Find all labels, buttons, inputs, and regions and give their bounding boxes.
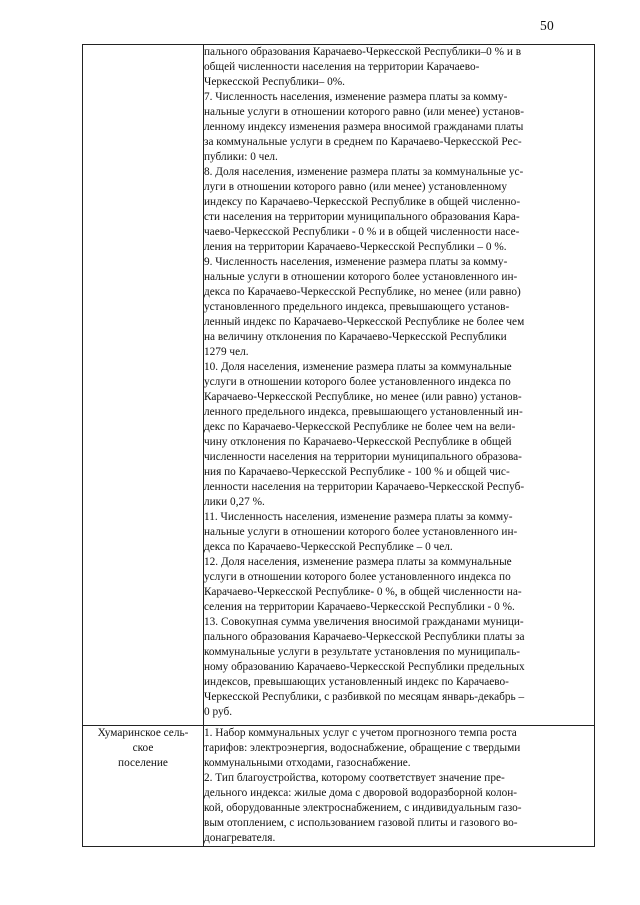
- indicators-cell: [204, 45, 595, 726]
- document-table: [82, 44, 595, 847]
- text-line: ленного предельного индекса, превышающего установленный ин-: [204, 406, 523, 418]
- indicators-cell: [204, 726, 595, 847]
- text-line: 8. Доля населения, изменение размера платы за коммунальные ус-: [204, 166, 524, 178]
- text-line: численности населения на территории муниципального образова-: [204, 451, 522, 463]
- text-line: 13. Совокупная сумма увеличения вносимой гражданами муници-: [204, 616, 524, 628]
- text-line: Черкесской Республики, с разбивкой по месяцам январь-декабрь –: [204, 691, 525, 703]
- text-line: декса по Карачаево-Черкесской Республике, но менее (или равно): [204, 286, 521, 298]
- text-line: Карачаево-Черкесской Республике, но менее (или равно) установ-: [204, 391, 522, 403]
- text-line: селения на территории Карачаево-Черкесской Республики - 0 %.: [204, 601, 515, 613]
- text-line: на величину отклонения по Карачаево-Черкесской Республики: [204, 331, 507, 343]
- text-line: 2. Тип благоустройства, которому соответствует значение пре-: [204, 772, 505, 784]
- text-line: сти населения на территории муниципального образования Кара-: [204, 211, 520, 223]
- text-line: нальные услуги в отношении которого равно (или менее) установ-: [204, 106, 525, 118]
- text-line: ленности населения на территории Карачаево-Черкесской Респуб-: [204, 481, 525, 493]
- text-line: услуги в отношении которого более установленного индекса по: [204, 571, 511, 583]
- table-row: [83, 726, 595, 847]
- text-line: установленного предельного индекса, превышающего установ-: [204, 301, 510, 313]
- text-line: Карачаево-Черкесской Республике- 0 %, в общей численности на-: [204, 586, 522, 598]
- text-line: чаево-Черкесской Республики - 0 % и в общей численности насе-: [204, 226, 520, 238]
- text-line: за коммунальные услуги в среднем по Карачаево-Черкесской Рес-: [204, 136, 522, 148]
- text-line: 7. Численность населения, изменение размера платы за комму-: [204, 91, 508, 103]
- text-line: 0 руб.: [204, 706, 233, 718]
- table-row: [83, 45, 595, 726]
- text-line: ления на территории Карачаево-Черкесской Республики – 0 %.: [204, 241, 507, 253]
- settlement-name-line: Хумаринское сель-: [97, 727, 189, 739]
- text-line: вым отоплением, с использованием газовой плиты и газового во-: [204, 817, 518, 829]
- text-line: луги в отношении которого равно (или менее) установленному: [204, 181, 507, 193]
- text-line: 10. Доля населения, изменение размера платы за коммунальные: [204, 361, 512, 373]
- text-line: нальные услуги в отношении которого более установленного ин-: [204, 271, 518, 283]
- text-line: лики 0,27 %.: [204, 496, 265, 508]
- settlement-cell: [83, 45, 204, 726]
- text-line: чину отклонения по Карачаево-Черкесской Республике в общей: [204, 436, 512, 448]
- settlement-cell: [83, 726, 204, 847]
- text-line: 9. Численность населения, изменение размера платы за комму-: [204, 256, 508, 268]
- text-line: ния по Карачаево-Черкесской Республике - 100 % и общей чис-: [204, 466, 510, 478]
- text-line: 1. Набор коммунальных услуг с учетом прогнозного темпа роста: [204, 727, 517, 739]
- text-line: индексу по Карачаево-Черкесской Республике в общей численно-: [204, 196, 521, 208]
- text-line: индексов, превышающих установленный индекс по Карачаево-: [204, 676, 509, 688]
- text-line: тарифов: электроэнергия, водоснабжение, обращение с твердыми: [204, 742, 521, 754]
- settlement-name-line: ское: [132, 742, 154, 754]
- text-line: Черкесской Республики– 0%.: [204, 76, 345, 88]
- text-line: декс по Карачаево-Черкесской Республике не более чем на вели-: [204, 421, 516, 433]
- text-line: кой, оборудованные электроснабжением, с индивидуальным газо-: [204, 802, 522, 814]
- text-line: услуги в отношении которого более установленного индекса по: [204, 376, 511, 388]
- page-number: 50: [540, 18, 554, 33]
- text-line: дельного индекса: жилые дома с дворовой водоразборной колон-: [204, 787, 518, 799]
- text-line: ному образованию Карачаево-Черкесской Республики предельных: [204, 661, 525, 673]
- text-line: пального образования Карачаево-Черкесской Республики–0 % и в: [204, 46, 522, 58]
- text-line: коммунальные услуги в результате установления по муниципаль-: [204, 646, 521, 658]
- text-line: ленному индексу изменения размера вносимой гражданами платы: [204, 121, 524, 133]
- text-line: общей численности населения на территории Карачаево-: [204, 61, 480, 73]
- text-line: 12. Доля населения, изменение размера платы за коммунальные: [204, 556, 512, 568]
- text-line: декса по Карачаево-Черкесской Республике – 0 чел.: [204, 541, 453, 553]
- text-line: нальные услуги в отношении которого более установленного ин-: [204, 526, 518, 538]
- text-line: донагревателя.: [204, 832, 276, 844]
- text-line: 11. Численность населения, изменение размера платы за комму-: [204, 511, 513, 523]
- text-line: коммунальными отходами, газоснабжение.: [204, 757, 411, 769]
- text-line: 1279 чел.: [204, 346, 249, 358]
- text-line: ленный индекс по Карачаево-Черкесской Республике не более чем: [204, 316, 525, 328]
- text-line: публики: 0 чел.: [204, 151, 278, 163]
- text-line: пального образования Карачаево-Черкесской Республики платы за: [204, 631, 525, 643]
- settlement-name-line: поселение: [118, 757, 168, 769]
